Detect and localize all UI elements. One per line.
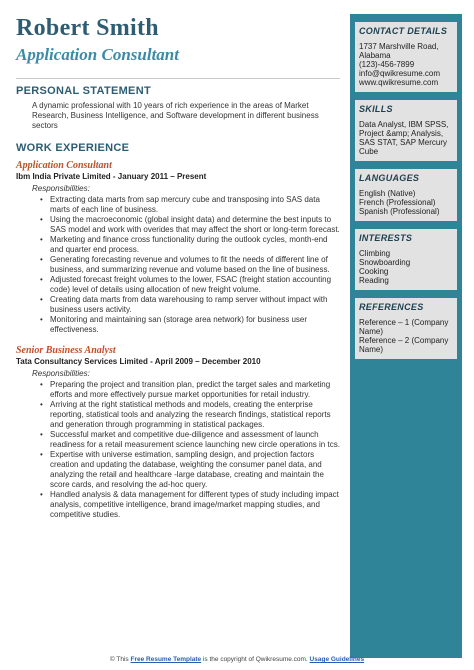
interests-list [359, 249, 453, 285]
reference-item: Reference – 2 (Company Name) [359, 336, 449, 354]
responsibility-item: • Monitoring and maintaining san (storage area network) for business user effectiveness. [40, 315, 340, 335]
job-title: Application Consultant [16, 160, 112, 171]
contact-heading: CONTACT DETAILS [359, 26, 448, 36]
reference-item: Reference – 1 (Company Name) [359, 318, 449, 336]
contact-details [359, 42, 453, 87]
responsibility-item: • Generating forecasting revenue and volumes to fit the needs of different line of business, and summarizing revenue and volume based on the line of business. [40, 255, 340, 275]
contact-address: 1737 Marshville Road, Alabama [359, 42, 439, 60]
references-heading: REFERENCES [359, 302, 424, 312]
languages-list [359, 189, 453, 216]
job-entry [16, 345, 340, 520]
interest-item: Cooking [359, 267, 389, 276]
responsibility-item: • Arriving at the right statistical methods and models, creating the enterprise reporting, statistical tools and analyzing the research findings, statistical reports and generation through programming in statistical packages. [40, 400, 340, 430]
skills-heading: SKILLS [359, 104, 393, 114]
references-card [355, 298, 457, 359]
candidate-name: Robert Smith [16, 15, 159, 41]
responsibility-item: • Preparing the project and transition plan, predict the target sales and marketing efforts and more effectively pursue market opportunities for retail industry. [40, 380, 340, 400]
languages-heading: LANGUAGES [359, 173, 420, 183]
skills-card [355, 100, 457, 161]
sidebar [350, 14, 462, 658]
interests-card [355, 229, 457, 290]
responsibility-item: • Successful market and competitive due-diligence and assessment of launch readiness for a retail measurement science launching new circle operations in tcs. [40, 430, 340, 450]
header-divider [16, 78, 340, 79]
language-item: English (Native) [359, 189, 416, 198]
interest-item: Climbing [359, 249, 391, 258]
responsibility-item: • Handled analysis & data management for different types of study including impact analysis, competitive intelligence, brand image/market mapping studies, and competitive studies. [40, 490, 340, 520]
free-template-link[interactable]: Free Resume Template [130, 656, 202, 663]
main-column [16, 14, 340, 520]
references-list [359, 318, 453, 354]
interests-heading: INTERESTS [359, 233, 413, 243]
job-company: Tata Consultancy Services Limited - April 2009 – December 2010 [16, 357, 261, 366]
contact-website[interactable]: www.qwikresume.com [359, 78, 439, 87]
responsibility-item: • Using the macroeconomic (global insight data) and determine the best inputs to SAS model and work with overides that may affect the short or long-term forecast. [40, 215, 340, 235]
languages-card [355, 169, 457, 221]
statement-text: A dynamic professional with 10 years of rich experience in the areas of Market Research, Business Intelligence, and Software development in different business sectors [32, 101, 319, 130]
responsibility-item: • Creating data marts from data warehousing to ramp server without impact with business users activity. [40, 295, 340, 315]
skills-text: Data Analyst, IBM SPSS, Project &amp; Analysis, SAS STAT, SAP Mercury Cube [359, 120, 449, 156]
responsibilities-list [40, 380, 340, 520]
footer-prefix: © This [109, 656, 131, 663]
footer [0, 656, 474, 664]
responsibility-item: • Adjusted forecast freight volumes to the lower, FSAC (freight station accounting code) level of details using allocation of new freight volume. [40, 275, 340, 295]
job-company: Ibm India Private Limited - January 2011 – Present [16, 172, 207, 181]
contact-phone: (123)-456-7899 [359, 60, 415, 69]
language-item: French (Professional) [359, 198, 436, 207]
responsibility-item: • Marketing and finance cross functionality during the outlook cycles, month-end and quarter end process. [40, 235, 340, 255]
contact-email[interactable]: info@qwikresume.com [359, 69, 441, 78]
candidate-role: Application Consultant [16, 45, 179, 64]
responsibility-item: • Extracting data marts from sap mercury cube and transposing into SAS data marts of each line of business. [40, 195, 340, 215]
footer-middle: is the copyright of Qwikresume.com. [201, 656, 310, 663]
statement-heading: PERSONAL STATEMENT [16, 85, 151, 97]
work-heading: WORK EXPERIENCE [16, 142, 130, 154]
job-entry [16, 160, 340, 335]
responsibilities-label: Responsibilities: [32, 184, 90, 193]
contact-card [355, 22, 457, 92]
responsibility-item: • Expertise with universe estimation, sampling design, and projection factors creation and updating the database, weighting the consumer panel data, and analyzing the retail and healthcare -large database, creating and maintain the score cards, and resolving the ad-hoc query. [40, 450, 340, 490]
responsibilities-list [40, 195, 340, 335]
language-item: Spanish (Professional) [359, 207, 440, 216]
usage-guidelines-link[interactable]: Usage Guidelines [309, 656, 365, 663]
interest-item: Reading [359, 276, 389, 285]
interest-item: Snowboarding [359, 258, 411, 267]
responsibilities-label: Responsibilities: [32, 369, 90, 378]
job-title: Senior Business Analyst [16, 345, 116, 356]
